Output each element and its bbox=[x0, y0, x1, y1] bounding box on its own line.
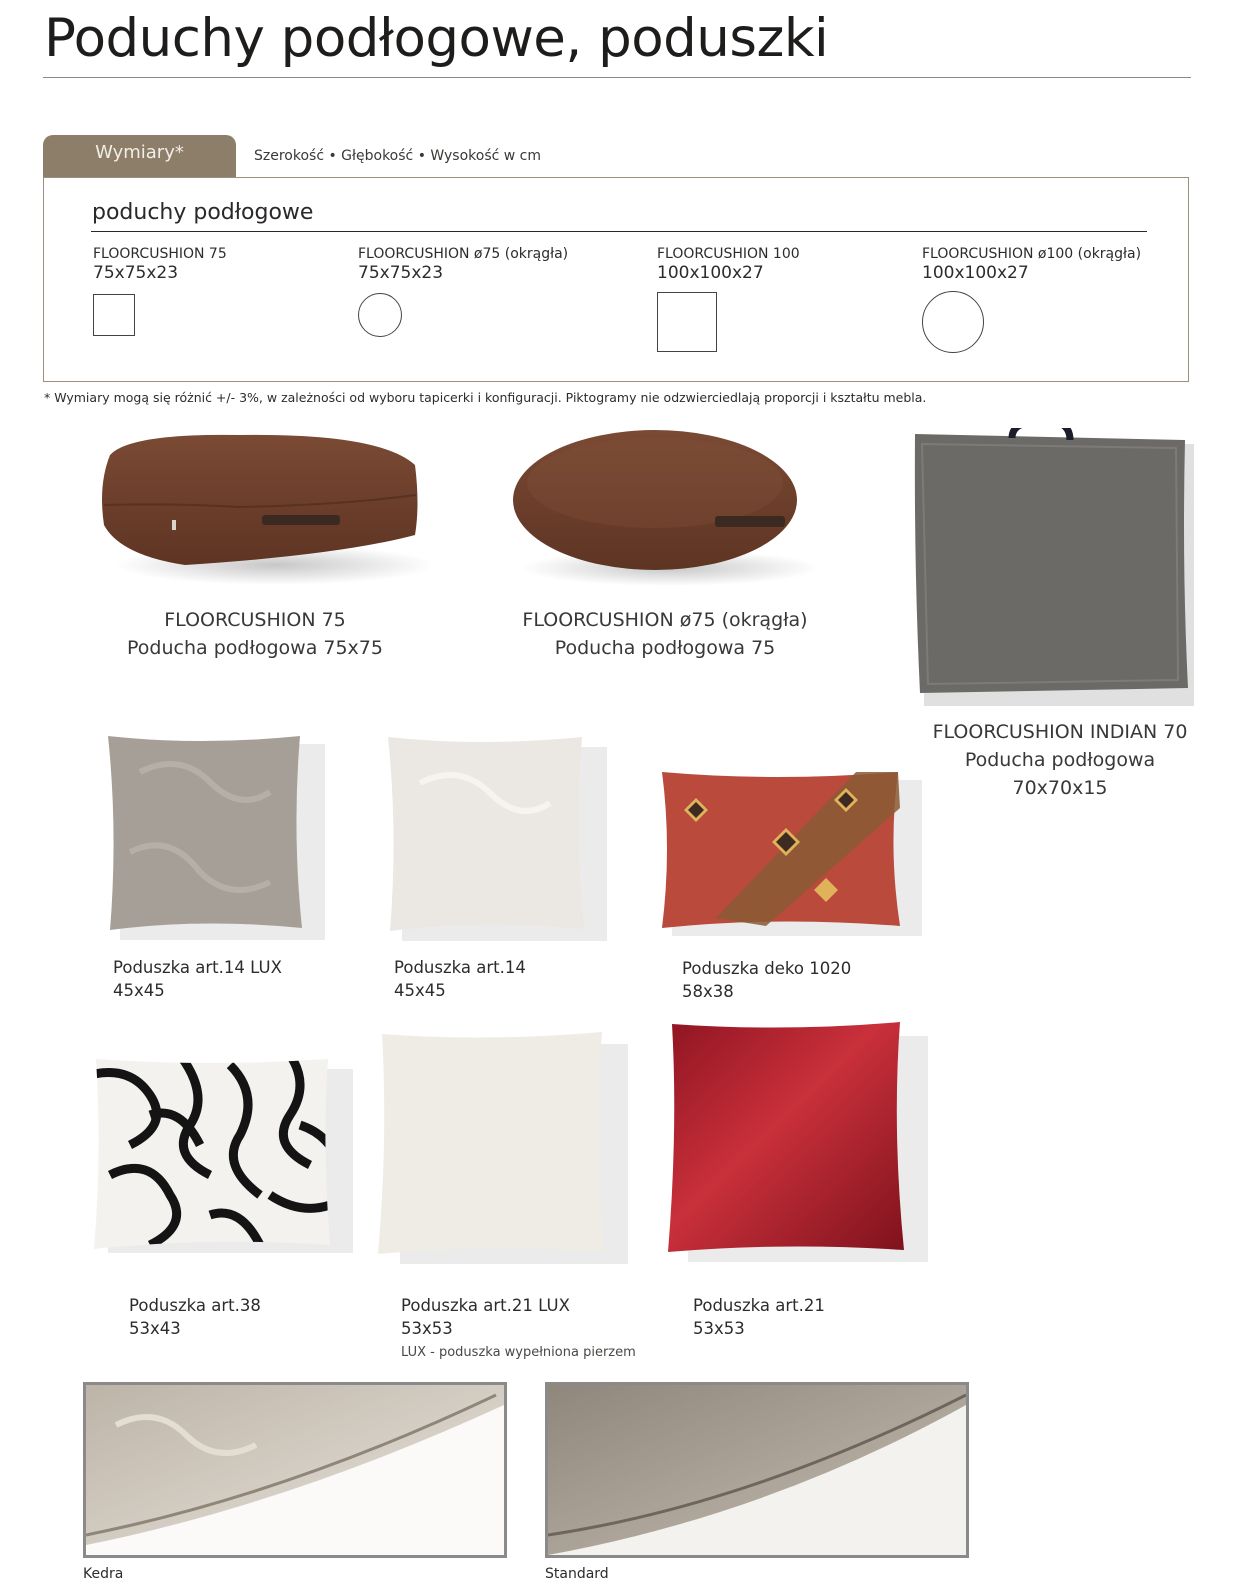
dimension-item-size: 100x100x27 bbox=[657, 263, 764, 283]
dimension-item-size: 100x100x27 bbox=[922, 263, 1029, 283]
pillow-name: Poduszka art.38 bbox=[129, 1296, 261, 1315]
pillow-size: 53x53 bbox=[693, 1319, 745, 1338]
floorcushion-caption-line: Poducha podłogowa 75 bbox=[554, 637, 776, 659]
dimension-item-size: 75x75x23 bbox=[93, 263, 179, 283]
dimensions-legend: Szerokość • Głębokość • Wysokość w cm bbox=[254, 148, 541, 164]
pillow-size: 45x45 bbox=[113, 981, 165, 1000]
pillow-size: 53x53 bbox=[401, 1319, 453, 1338]
floorcushion-caption-line: 70x70x15 bbox=[1012, 777, 1108, 799]
dimensions-footnote: * Wymiary mogą się różnić +/- 3%, w zależności od wyboru tapicerki i konfiguracji. Piktogramy nie odzwierciedlają proporcji i kształtu mebla. bbox=[44, 390, 927, 405]
pillow-caption bbox=[682, 957, 851, 1003]
dimension-item bbox=[657, 246, 800, 283]
page-title: Poduchy podłogowe, poduszki bbox=[44, 8, 829, 69]
fabric-swatch-standard bbox=[545, 1382, 969, 1558]
title-divider bbox=[43, 77, 1191, 78]
dimensions-tab bbox=[43, 135, 236, 177]
pillow-name: Poduszka art.14 bbox=[394, 958, 526, 977]
dimension-item bbox=[922, 246, 1141, 283]
pillow-art14-image bbox=[380, 733, 610, 943]
circle-pictogram-icon bbox=[922, 291, 984, 353]
swatch-label: Standard bbox=[545, 1566, 609, 1582]
fabric-swatch-kedra bbox=[83, 1382, 507, 1558]
dimension-item-name: FLOORCUSHION 75 bbox=[93, 246, 227, 262]
pillow-size: 45x45 bbox=[394, 981, 446, 1000]
pillow-caption bbox=[401, 1294, 570, 1340]
dimension-item-size: 75x75x23 bbox=[358, 263, 444, 283]
lux-note: LUX - poduszka wypełniona pierzem bbox=[401, 1345, 636, 1360]
pillow-name: Poduszka art.21 bbox=[693, 1296, 825, 1315]
floorcushion-caption-line: FLOORCUSHION 75 bbox=[164, 609, 346, 631]
dimensions-section-heading: poduchy podłogowe bbox=[92, 200, 314, 225]
square-pictogram-icon bbox=[93, 294, 135, 336]
pillow-art14-lux-image bbox=[100, 732, 330, 942]
pillow-deko-1020-image bbox=[656, 768, 926, 938]
floorcushion-caption bbox=[500, 606, 830, 662]
floorcushion-caption-line: FLOORCUSHION INDIAN 70 bbox=[932, 721, 1188, 743]
pillow-art38-image bbox=[90, 1055, 355, 1255]
pillow-name: Poduszka art.14 LUX bbox=[113, 958, 282, 977]
floorcushion-75-image bbox=[90, 425, 430, 585]
standard-fabric-image bbox=[548, 1385, 966, 1555]
floorcushion-caption-line: FLOORCUSHION ø75 (okrągła) bbox=[522, 609, 808, 631]
pillow-name: Poduszka deko 1020 bbox=[682, 959, 852, 978]
dimension-item-name: FLOORCUSHION ø100 (okrągła) bbox=[922, 246, 1142, 262]
pillow-caption bbox=[129, 1294, 261, 1340]
circle-pictogram-icon bbox=[358, 293, 402, 337]
floorcushion-caption bbox=[915, 718, 1205, 802]
pillow-size: 53x43 bbox=[129, 1319, 181, 1338]
pillow-art21-image bbox=[664, 1020, 934, 1265]
dimensions-tab-label: Wymiary* bbox=[95, 142, 184, 163]
floorcushion-caption-line: Poducha podłogowa bbox=[964, 749, 1156, 771]
pillow-caption bbox=[693, 1294, 825, 1340]
kedra-fabric-image bbox=[86, 1385, 504, 1555]
dimension-item-name: FLOORCUSHION ø75 (okrągła) bbox=[358, 246, 569, 262]
dimension-item bbox=[93, 246, 227, 283]
dimension-item-name: FLOORCUSHION 100 bbox=[657, 246, 800, 262]
pillow-caption bbox=[394, 956, 526, 1002]
floorcushion-caption bbox=[110, 606, 400, 662]
dimensions-section-rule bbox=[91, 231, 1147, 232]
pillow-caption bbox=[113, 956, 282, 1002]
floorcushion-caption-line: Poducha podłogowa 75x75 bbox=[127, 637, 383, 659]
floorcushion-indian-70-image bbox=[910, 428, 1200, 708]
pillow-art21-lux-image bbox=[376, 1030, 631, 1265]
square-pictogram-icon bbox=[657, 292, 717, 352]
pillow-size: 58x38 bbox=[682, 982, 734, 1001]
swatch-label: Kedra bbox=[83, 1566, 124, 1582]
dimension-item bbox=[358, 246, 568, 283]
pillow-name: Poduszka art.21 LUX bbox=[401, 1296, 570, 1315]
floorcushion-round-75-image bbox=[510, 428, 815, 588]
